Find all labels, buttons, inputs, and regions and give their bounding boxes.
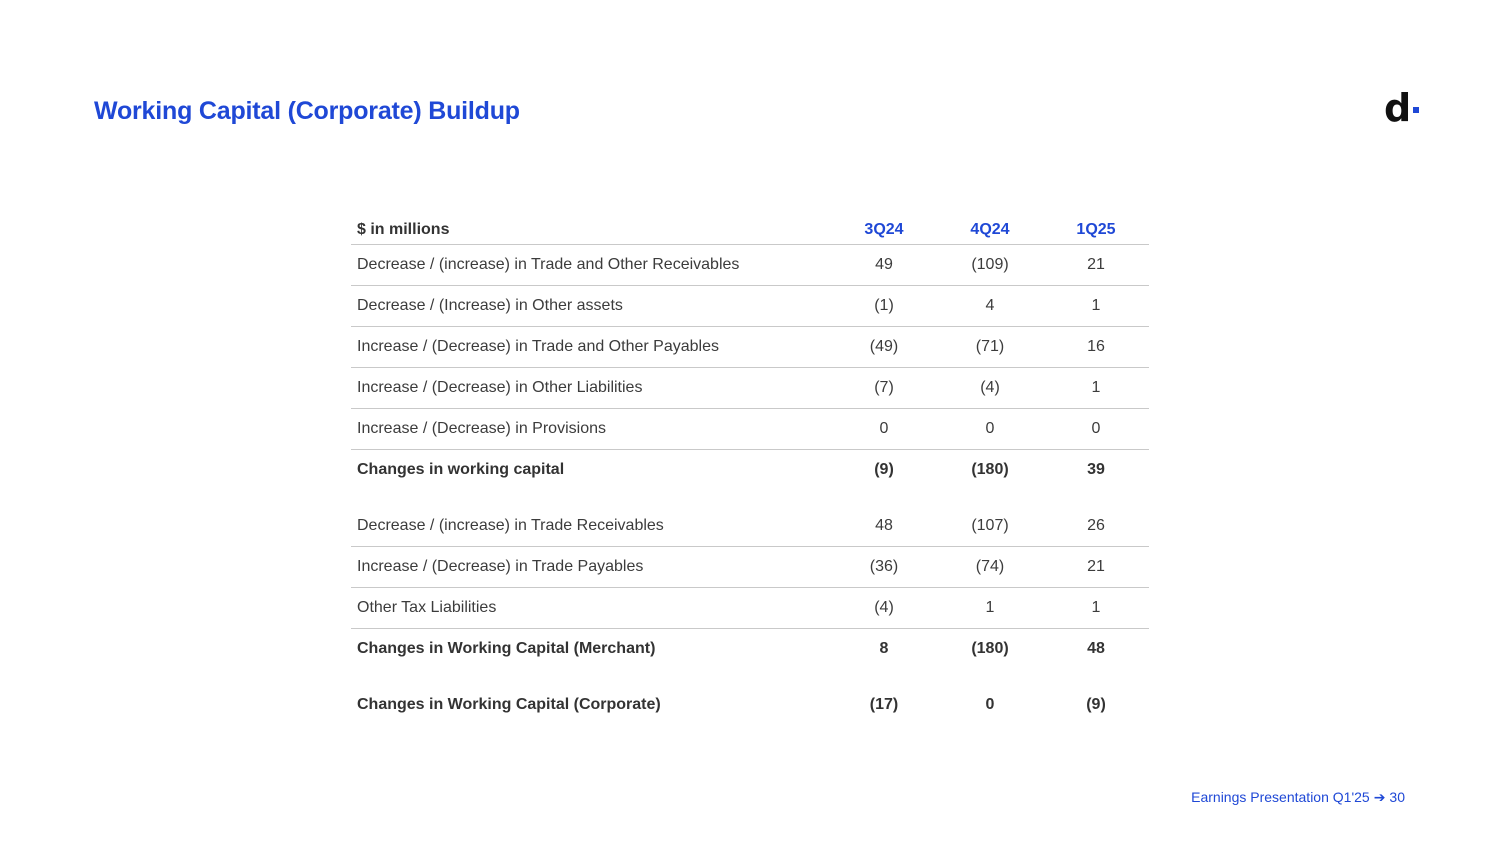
cell-value: (71) — [937, 327, 1043, 368]
row-label: Other Tax Liabilities — [351, 588, 831, 629]
logo-letter: d — [1384, 86, 1412, 130]
page-title: Working Capital (Corporate) Buildup — [94, 97, 520, 125]
cell-value: 0 — [985, 696, 995, 713]
table-header-row — [351, 205, 1149, 245]
row-label: Decrease / (increase) in Trade Receivables — [351, 506, 831, 547]
cell-value: 39 — [1087, 461, 1105, 478]
cell-value: 1 — [937, 588, 1043, 629]
row-label: Decrease / (Increase) in Other assets — [351, 286, 831, 327]
row-label: Decrease / (increase) in Trade and Other Receivables — [351, 245, 831, 286]
table-row — [351, 327, 1149, 368]
company-logo — [1384, 88, 1424, 128]
table-row — [351, 245, 1149, 286]
total-row-corporate — [351, 685, 1149, 725]
total-row-merchant — [351, 629, 1149, 670]
table-row — [351, 588, 1149, 629]
cell-value: (4) — [937, 368, 1043, 409]
row-label: Increase / (Decrease) in Trade Payables — [351, 547, 831, 588]
cell-value: 1 — [1043, 286, 1149, 327]
table-row — [351, 286, 1149, 327]
cell-value: 0 — [831, 409, 937, 450]
arrow-right-icon: ➔ — [1373, 789, 1386, 805]
footer-text: Earnings Presentation Q1'25 — [1191, 789, 1370, 805]
row-label: Changes in Working Capital (Merchant) — [357, 640, 656, 657]
row-label: Increase / (Decrease) in Provisions — [351, 409, 831, 450]
cell-value: (9) — [1086, 696, 1106, 713]
cell-value: 8 — [879, 640, 889, 657]
cell-value: (36) — [831, 547, 937, 588]
cell-value: (17) — [869, 696, 899, 713]
cell-value: 48 — [831, 506, 937, 547]
cell-value: 4 — [937, 286, 1043, 327]
cell-value: (109) — [937, 245, 1043, 286]
cell-value: 26 — [1043, 506, 1149, 547]
total-row-working-capital — [351, 450, 1149, 491]
table-row — [351, 368, 1149, 409]
header-label: $ in millions — [351, 205, 831, 245]
cell-value: 1 — [1043, 368, 1149, 409]
table-row — [351, 506, 1149, 547]
page-number: 30 — [1389, 789, 1405, 805]
cell-value: 21 — [1043, 547, 1149, 588]
row-label: Changes in Working Capital (Corporate) — [357, 696, 661, 713]
header-col-3q24: 3Q24 — [831, 205, 937, 245]
cell-value: 49 — [831, 245, 937, 286]
table-row — [351, 409, 1149, 450]
cell-value: (107) — [937, 506, 1043, 547]
cell-value: 1 — [1043, 588, 1149, 629]
header-col-4q24: 4Q24 — [937, 205, 1043, 245]
spacer-row — [351, 669, 1149, 685]
working-capital-table — [351, 205, 1149, 725]
row-label: Changes in working capital — [357, 461, 565, 478]
cell-value: (1) — [831, 286, 937, 327]
cell-value: 48 — [1087, 640, 1105, 657]
cell-value: (9) — [874, 461, 894, 478]
spacer-row — [351, 490, 1149, 506]
cell-value: (180) — [971, 461, 1009, 478]
cell-value: 21 — [1043, 245, 1149, 286]
row-label: Increase / (Decrease) in Other Liabilities — [351, 368, 831, 409]
footer — [1191, 789, 1405, 806]
cell-value: (4) — [831, 588, 937, 629]
cell-value: 16 — [1043, 327, 1149, 368]
table-row — [351, 547, 1149, 588]
header-col-1q25: 1Q25 — [1043, 205, 1149, 245]
row-label: Increase / (Decrease) in Trade and Other Payables — [351, 327, 831, 368]
cell-value: (74) — [937, 547, 1043, 588]
cell-value: 0 — [937, 409, 1043, 450]
cell-value: (180) — [971, 640, 1009, 657]
logo-dot — [1413, 107, 1419, 113]
cell-value: (49) — [831, 327, 937, 368]
cell-value: (7) — [831, 368, 937, 409]
cell-value: 0 — [1043, 409, 1149, 450]
